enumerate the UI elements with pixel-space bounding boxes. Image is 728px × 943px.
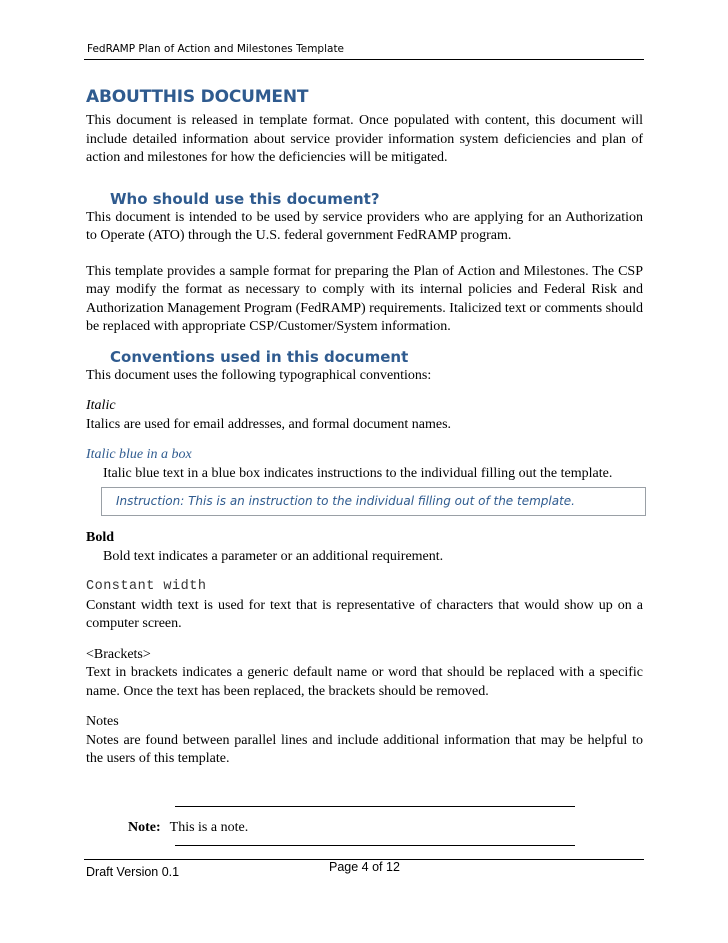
bold-label: Bold	[86, 530, 115, 545]
brackets-label: <Brackets>	[86, 646, 151, 662]
conventions-heading: Conventions used in this document	[110, 347, 409, 366]
italic-desc: Italics are used for email addresses, and formal document names.	[86, 416, 452, 432]
instruction-box	[101, 487, 646, 516]
italic-blue-label: Italic blue in a box	[86, 447, 192, 462]
notes-desc: Notes are found between parallel lines and include additional information that may be helpful to the users of this template.	[86, 732, 643, 766]
page-header-title: FedRAMP Plan of Action and Milestones Template	[87, 43, 345, 55]
who-paragraph-1: This document is intended to be used by service providers who are applying for an Authorization to Operate (ATO) through the U.S. federal government FedRAMP program.	[86, 209, 643, 243]
about-heading: ABOUTTHIS DOCUMENT	[86, 87, 309, 107]
who-heading: Who should use this document?	[110, 189, 380, 208]
note-top-rule	[175, 806, 575, 807]
footer-version: Draft Version 0.1	[86, 865, 180, 879]
who-paragraph-2: This template provides a sample format for preparing the Plan of Action and Milestones. The CSP may modify the format as necessary to comply with its internal policies and Federal Risk and Authorization Management Program (FedRAMP) requirements. Italicized text or comments should be replaced with appropriate CSP/Customer/System information.	[86, 263, 643, 334]
italic-blue-desc: Italic blue text in a blue box indicates instructions to the individual filling out the template.	[103, 465, 613, 481]
constant-width-label: Constant width	[86, 579, 207, 594]
footer-page-number: Page 4 of 12	[329, 860, 400, 874]
conventions-intro: This document uses the following typographical conventions:	[86, 367, 432, 383]
brackets-desc: Text in brackets indicates a generic default name or word that should be replaced with a specific name. Once the text has been replaced, the brackets should be removed.	[86, 665, 643, 699]
constant-width-desc: Constant width text is used for text that is representative of characters that would show up on a computer screen.	[86, 597, 643, 631]
instruction-text: Instruction: This is an instruction to the individual filling out of the template.	[116, 494, 575, 508]
note-bottom-rule	[175, 845, 575, 846]
note-label: Note:	[128, 820, 161, 835]
about-paragraph: This document is released in template format. Once populated with content, this document will include detailed information about service provider information system deficiencies and plan of action and milestones for how the deficiencies will be mitigated.	[86, 113, 643, 165]
notes-label: Notes	[86, 714, 119, 729]
note-row	[128, 820, 248, 836]
note-text: This is a note.	[169, 820, 249, 835]
header-divider	[84, 59, 644, 60]
bold-desc: Bold text indicates a parameter or an additional requirement.	[103, 548, 444, 564]
document-body	[86, 86, 643, 769]
italic-label: Italic	[86, 398, 116, 413]
